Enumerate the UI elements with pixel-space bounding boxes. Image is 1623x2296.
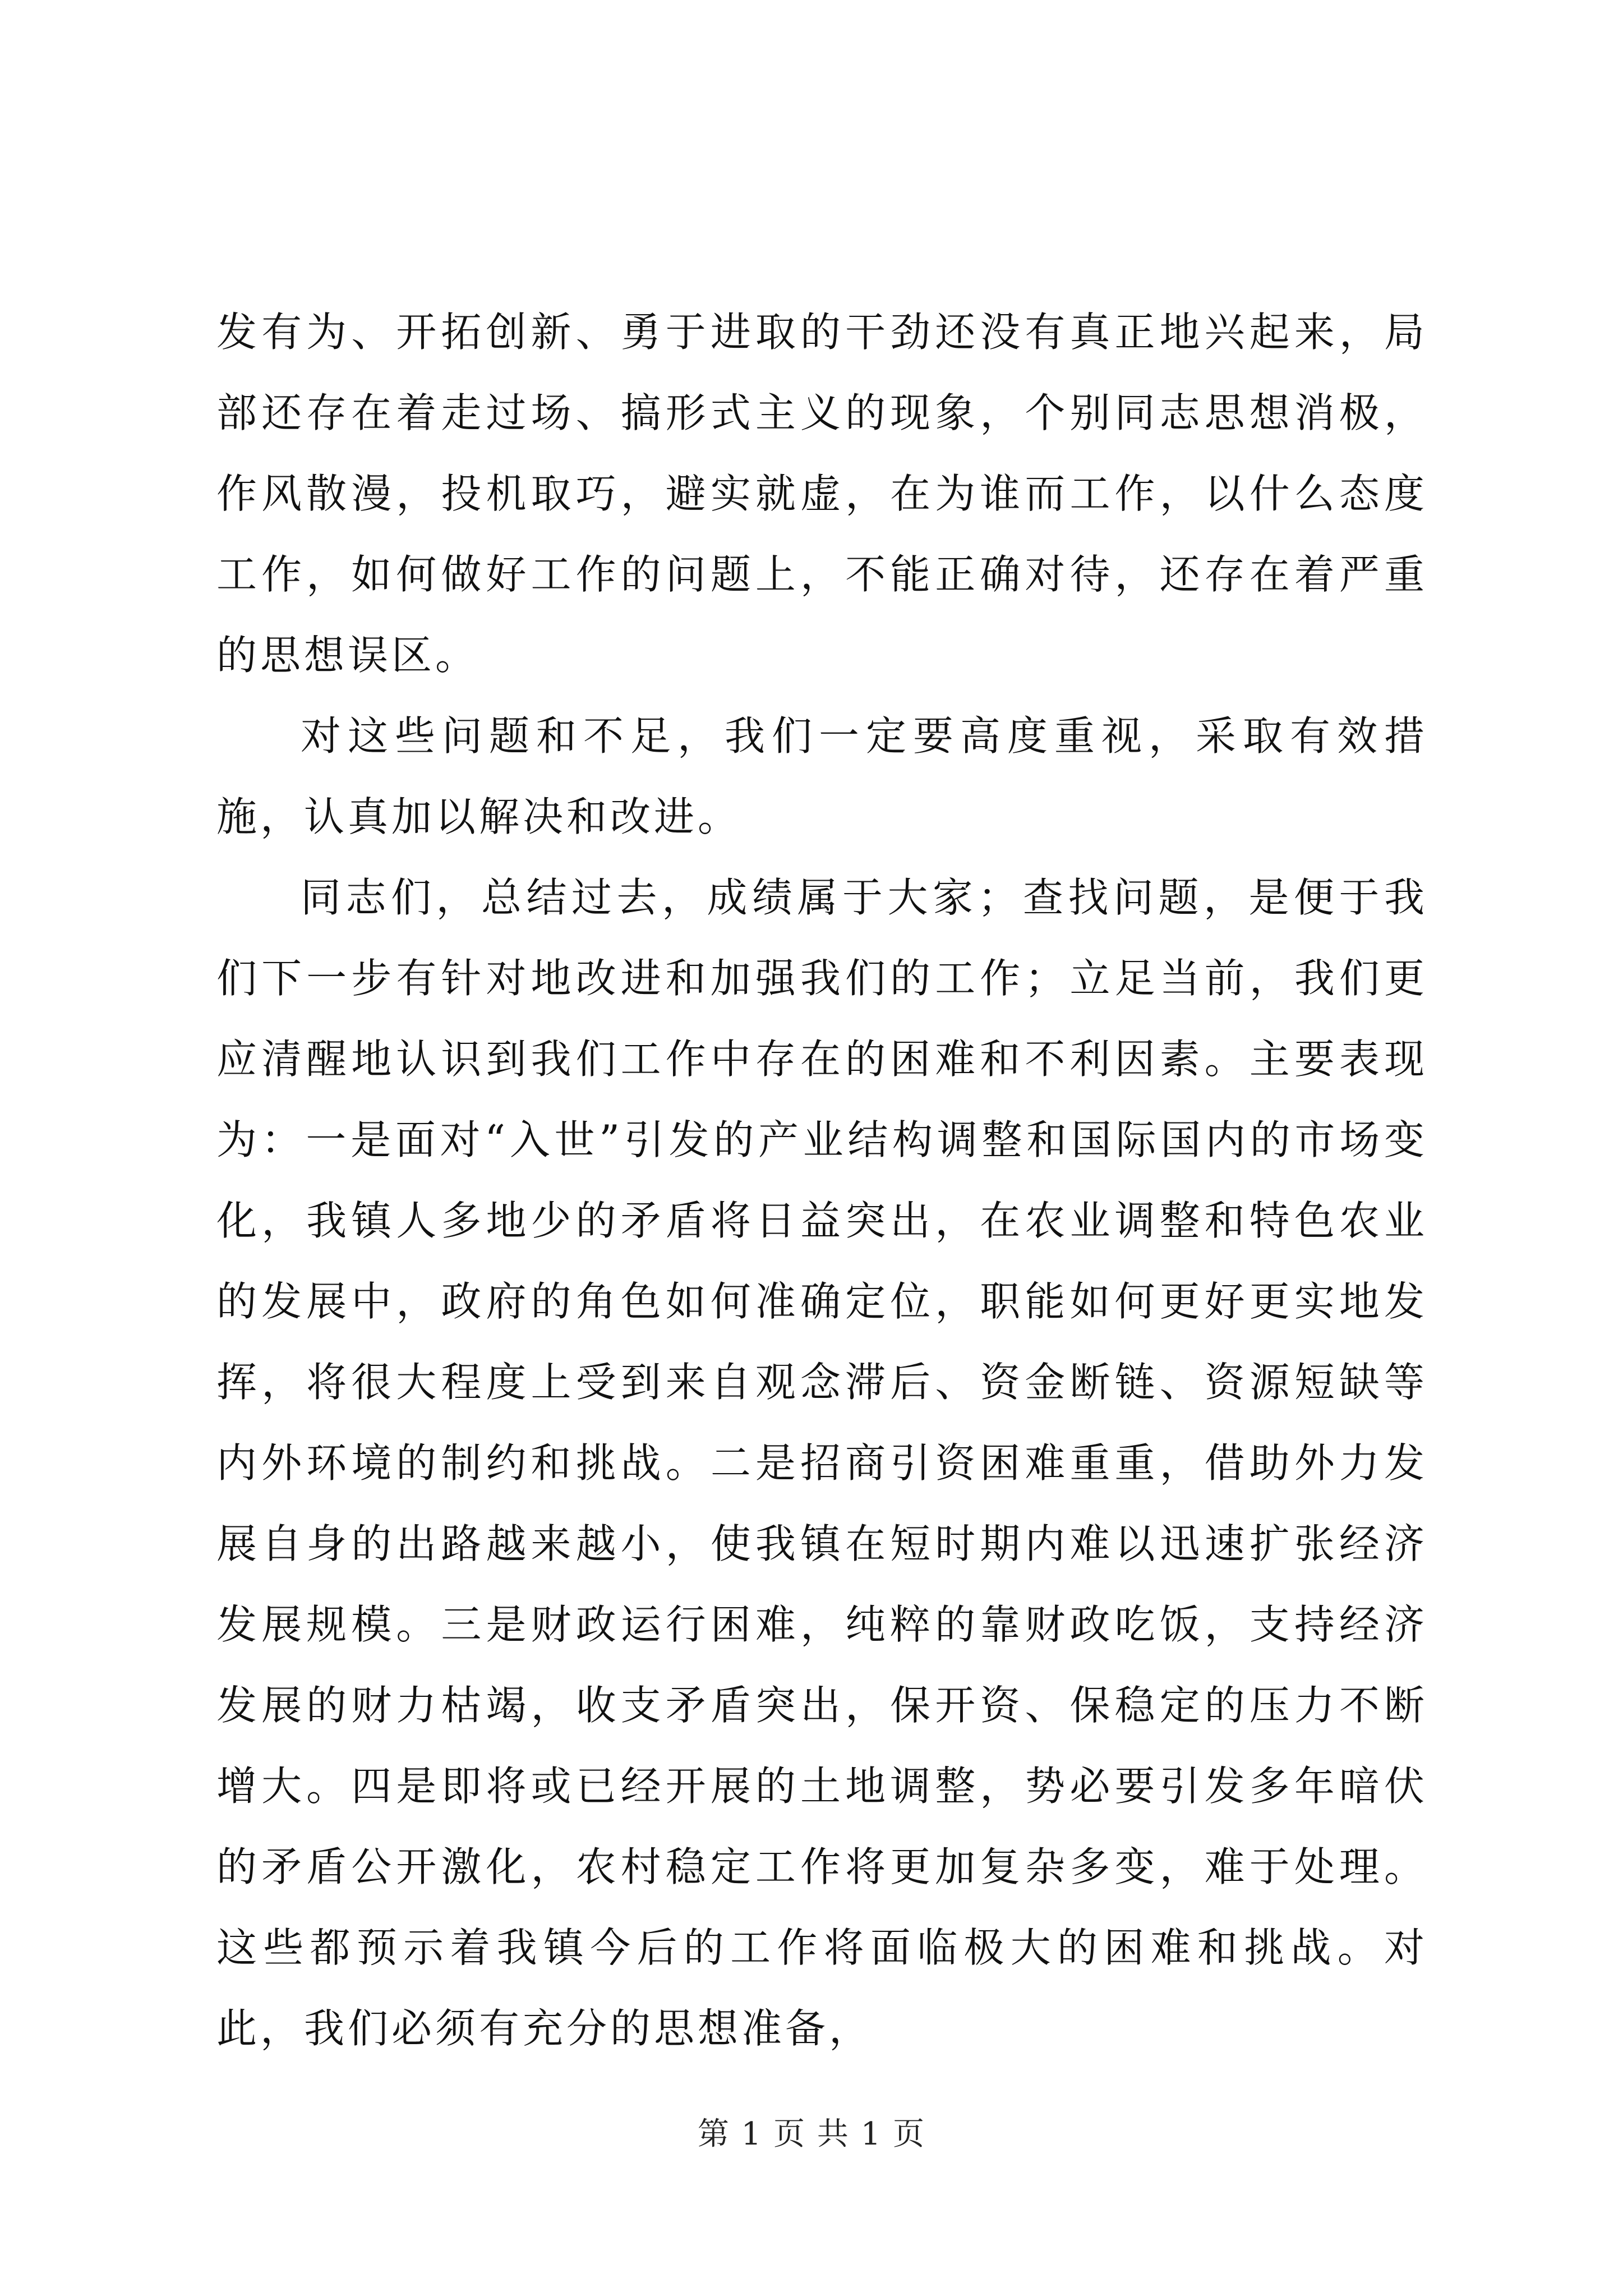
paragraph-continuation: 发有为、开拓创新、勇于进取的干劲还没有真正地兴起来，局部还存在着走过场、搞形式主义的现象，个别同志思想消极，作风散漫，投机取巧，避实就虚，在为谁而工作，以什么态度工作，如何做好工作的问题上，不能正确对待，还存在着严重的思想误区。 [216, 309, 1428, 679]
paragraph-difficulties: 同志们，总结过去，成绩属于大家；查找问题，是便于我们下一步有针对地改进和加强我们的工作；立足当前，我们更应清醒地认识到我们工作中存在的困难和不利因素。主要表现为：一是面对“入世”引发的产业结构调整和国际国内的市场变化，我镇人多地少的矛盾将日益突出，在农业调整和特色农业的发展中，政府的角色如何准确定位，职能如何更好更实地发挥，将很大程度上受到来自观念滞后、资金断链、资源短缺等内外环境的制约和挑战。二是招商引资困难重重，借助外力发展自身的出路越来越小，使我镇在短时期内难以迅速扩张经济发展规模。三是财政运行困难，纯粹的靠财政吃饭，支持经济发展的财力枯竭，收支矛盾突出，保开资、保稳定的压力不断增大。四是即将或已经开展的土地调整，势必要引发多年暗伏的矛盾公开激化，农村稳定工作将更加复杂多变，难于处理。这些都预示着我镇今后的工作将面临极大的困难和挑战。对此，我们必须有充分的思想准备， [216, 874, 1428, 2052]
document-body [216, 292, 1428, 2069]
page-number-footer: 第 1 页 共 1 页 [697, 2116, 926, 2152]
paragraph-problems-response: 对这些问题和不足，我们一定要高度重视，采取有效措施，认真加以解决和改进。 [216, 712, 1428, 840]
